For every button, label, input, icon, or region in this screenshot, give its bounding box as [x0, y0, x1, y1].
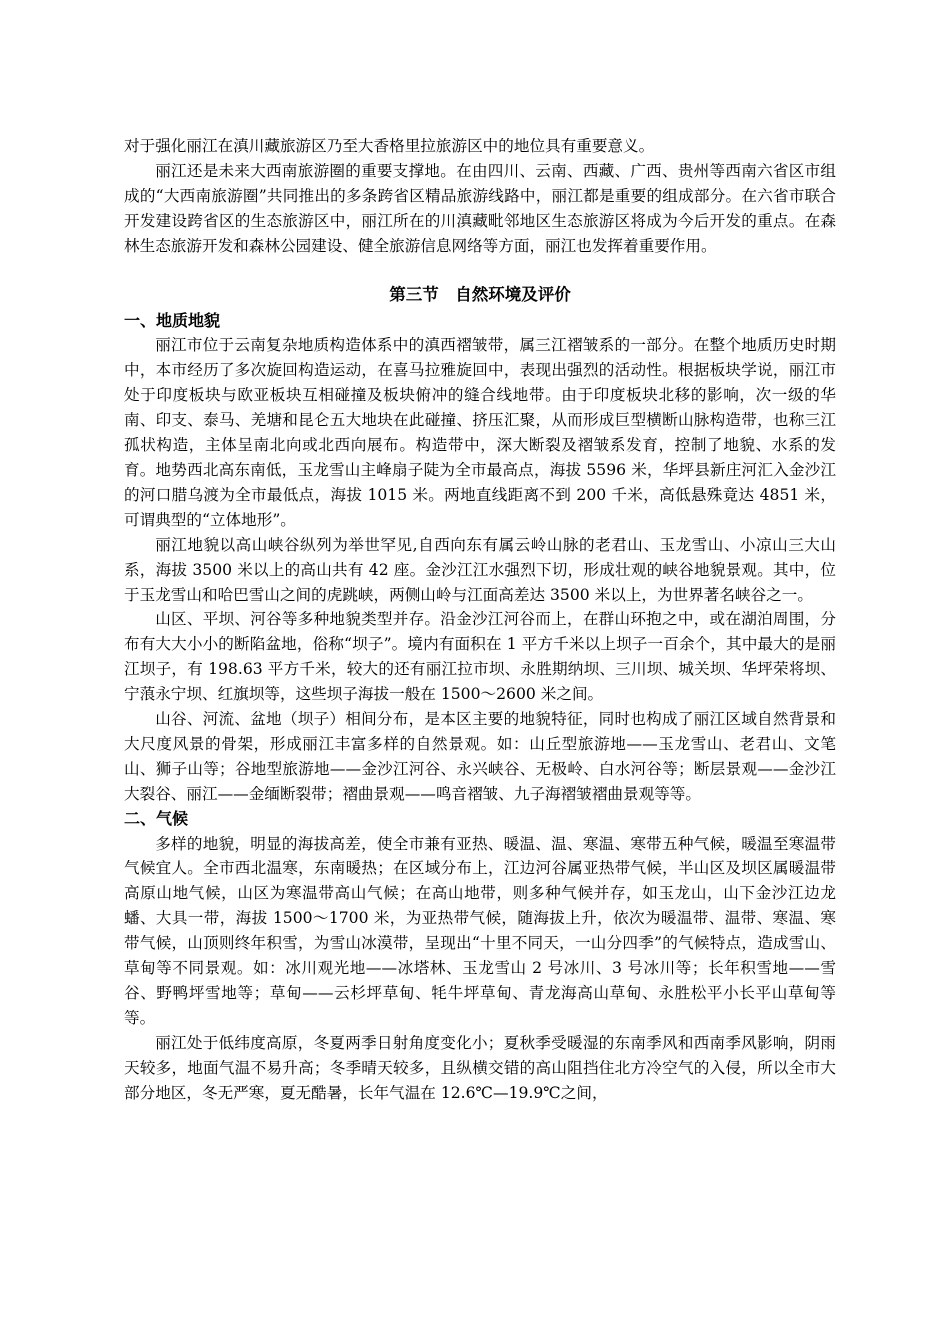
geology-paragraph-3: 山区、平坝、河谷等多种地貌类型并存。沿金沙江河谷而上，在群山环抱之中，或在湖泊周围，分布有大大小小的断陷盆地，俗称“坝子”。境内有面积在 1 平方千米以上坝子一百余个，其中最大的是丽江坝子，有 198.63 平方千米，较大的还有丽江拉市坝、永胜期纳坝、三川坝、城关坝、华坪荣将坝、宁蒗永宁坝、红旗坝等，这些坝子海拔一般在 1500～2600 米之间。 — [124, 610, 836, 704]
climate-paragraph-1: 多样的地貌，明显的海拔高差，使全市兼有亚热、暖温、温、寒温、寒带五种气候，暖温至寒温带气候宜人。全市西北温寒，东南暖热；在区域分布上，江边河谷属亚热带气候，半山区及坝区属暖温带高原山地气候，山区为寒温带高山气候；在高山地带，则多种气候并存，如玉龙山，山下金沙江边龙蟠、大具一带，海拔 1500～1700 米，为亚热带气候，随海拔上升，依次为暖温带、温带、寒温、寒带气候，山顶则终年积雪，为雪山冰漠带，呈现出“十里不同天，一山分四季”的气候特点，造成雪山、草甸等不同景观。如：冰川观光地——冰塔林、玉龙雪山 2 号冰川、3 号冰川等；长年积雪地——雪谷、野鸭坪雪地等；草甸——云杉坪草甸、牦牛坪草甸、青龙海高山草甸、永胜松平小长平山草甸等等。 — [124, 834, 836, 1027]
geology-heading: 一、地质地貌 — [124, 310, 221, 330]
climate-paragraph-2: 丽江处于低纬度高原，冬夏两季日射角度变化小；夏秋季受暖湿的东南季风和西南季风影响，阴雨天较多，地面气温不易升高；冬季晴天较多，且纵横交错的高山阻挡住北方冷空气的入侵，所以全市大部分地区，冬无严寒，夏无酷暑，长年气温在 12.6℃—19.9℃之间， — [124, 1033, 836, 1102]
intro-paragraph-1: 对于强化丽江在滇川藏旅游区乃至大香格里拉旅游区中的地位具有重要意义。 — [124, 137, 655, 155]
document-body — [124, 134, 836, 1106]
geology-paragraph-1: 丽江市位于云南复杂地质构造体系中的滇西褶皱带，属三江褶皱系的一部分。在整个地质历史时期中，本市经历了多次旋回构造运动，在喜马拉雅旋回中，表现出强烈的活动性。根据板块学说，丽江市处于印度板块与欧亚板块互相碰撞及板块俯冲的缝合线地带。由于印度板块北移的影响，次一级的华南、印支、泰马、羌塘和昆仑五大地块在此碰撞、挤压汇聚，从而形成巨型横断山脉构造带，也称三江孤状构造，主体呈南北向或北西向展布。构造带中，深大断裂及褶皱系发育，控制了地貌、水系的发育。地势西北高东南低，玉龙雪山主峰扇子陡为全市最高点，海拔 5596 米，华坪县新庄河汇入金沙江的河口腊乌渡为全市最低点，海拔 1015 米。两地直线距离不到 200 千米，高低悬殊竟达 4851 米，可谓典型的“立体地形”。 — [124, 336, 836, 529]
section-title: 第三节 自然环境及评价 — [389, 284, 571, 304]
intro-paragraph-2: 丽江还是未来大西南旅游圈的重要支撑地。在由四川、云南、西藏、广西、贵州等西南六省区市组成的“大西南旅游圈”共同推出的多条跨省区精品旅游线路中，丽江都是重要的组成部分。在六省市联合开发建设跨省区的生态旅游区中，丽江所在的川滇藏毗邻地区生态旅游区将成为今后开发的重点。在森林生态旅游开发和森林公园建设、健全旅游信息网络等方面，丽江也发挥着重要作用。 — [124, 161, 836, 255]
geology-paragraph-2: 丽江地貌以高山峡谷纵列为举世罕见,自西向东有属云岭山脉的老君山、玉龙雪山、小凉山三大山系，海拔 3500 米以上的高山共有 42 座。金沙江江水强烈下切，形成壮观的峡谷地貌景观。其中，位于玉龙雪山和哈巴雪山之间的虎跳峡，两侧山岭与江面高差达 3500 米以上，为世界著名峡谷之一。 — [124, 535, 836, 604]
climate-heading: 二、气候 — [124, 808, 189, 828]
geology-paragraph-4: 山谷、河流、盆地（坝子）相间分布，是本区主要的地貌特征，同时也构成了丽江区域自然背景和大尺度风景的骨架，形成丽江丰富多样的自然景观。如：山丘型旅游地——玉龙雪山、老君山、文笔山、狮子山等；谷地型旅游地——金沙江河谷、永兴峡谷、无极岭、白水河谷等；断层景观——金沙江大裂谷、丽江——金缅断裂带；褶曲景观——鸣音褶皱、九子海褶皱褶曲景观等等。 — [124, 710, 836, 803]
